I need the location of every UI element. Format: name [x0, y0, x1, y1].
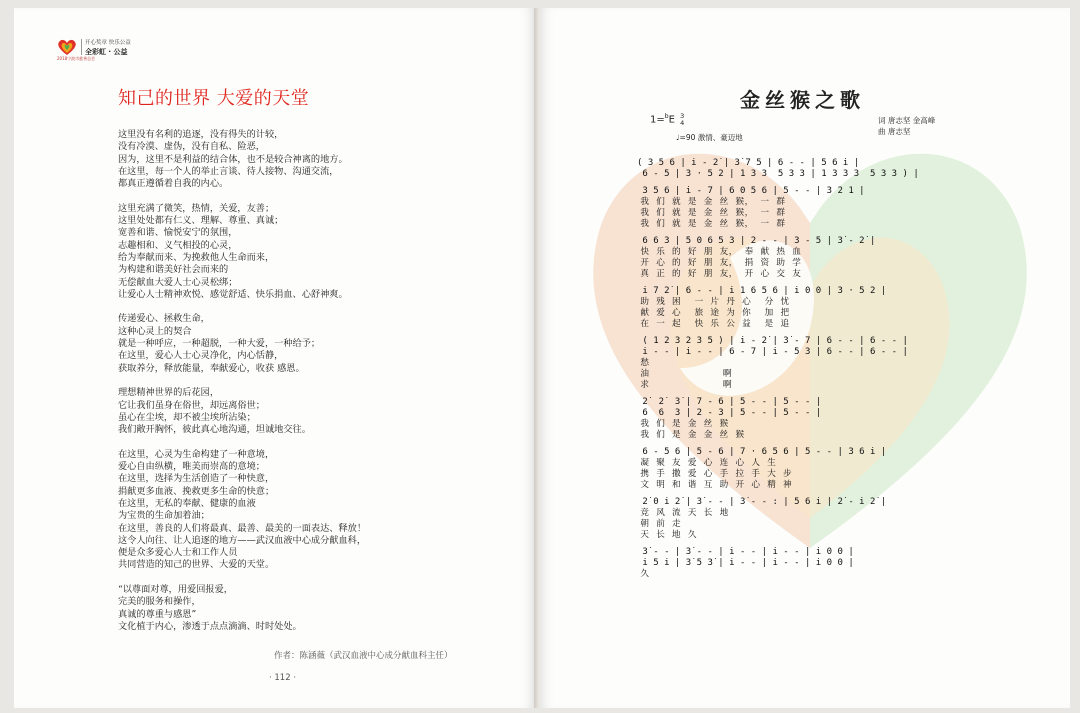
score-system — [637, 186, 1047, 230]
notation-row: i̇ 5 i̇ | 3̇ 5 3̇ | i̇ - - | i̇ - - | i̇ 0 0 | — [637, 558, 854, 568]
lyric-row: 真 正 的 好 朋 友， 开 心 交 友 — [637, 269, 802, 279]
score-system — [637, 158, 1047, 180]
key-accidental: b — [664, 113, 669, 121]
poem-line: 在这里，无私的奉献、健康的血液 — [118, 497, 256, 509]
score-system — [637, 286, 1047, 330]
magazine-logo — [57, 38, 149, 62]
poem-line: 因为，这里不是利益的结合体，也不是较合神离的地方。 — [118, 153, 348, 165]
poem-line: 文化植于内心，渗透于点点滴滴、时时处处。 — [118, 620, 302, 632]
notation-row: 6 6 3 | 5 0 6 5 3 | 2 - - | 3 - 5 | 3̇ - 2̇ | — [637, 236, 876, 246]
poem-line: 真诚的尊重与感恩” — [118, 608, 197, 620]
poem-stanza — [118, 449, 518, 572]
notation-row: 2̇ 0 i̇ 2̇ | 3̇ - - | 3̇ - - : | 5 6 i̇ | 2̇ - i̇ 2̇ | — [637, 497, 887, 507]
lyric-row: 我 们 是 金 丝 猴 — [637, 419, 729, 429]
poem-line: 为构建和谐美好社会而来的 — [118, 264, 229, 276]
key-signature — [650, 113, 684, 126]
song-title: 金丝猴之歌 — [740, 88, 865, 112]
notation-row: 2̇ 2̇ 3̇ | 7 - 6 | 5 - - | 5 - - | — [637, 397, 822, 407]
lyric-row: 在 一 起 快 乐 公 益 是 追 — [637, 319, 790, 329]
poem-line: 就是一种呼应，一种超脱，一种大爱，一种给予； — [118, 338, 321, 350]
poem-stanza — [118, 313, 518, 374]
poem-stanza — [118, 129, 518, 190]
poem-line: 在这里，选择为生活创造了一种快意， — [118, 473, 275, 485]
lyric-row: 凝 聚 友 爱 心 连 心 人 生 — [637, 458, 777, 468]
score-system — [637, 336, 1047, 391]
poem-line: 宽善和谐、愉悦安宁的氛围， — [118, 227, 238, 239]
poem-line: 没有冷漠、虚伪，没有自私、险恶， — [118, 141, 265, 153]
notation-row: 3 5 6 | i̇ - 7 | 6 0 5 6 | 5 - - | 3 2 1 | — [637, 186, 865, 196]
poem-line: 这里处处都有仁义、理解、尊重、真诚； — [118, 215, 284, 227]
poem-line: 便是众多爱心人士和工作人员 — [118, 547, 238, 559]
notation-row: i̇ - - | i̇ - - | 6 - 7 | i̇ - 5 3 | 6 - - | 6 - - | — [637, 347, 908, 357]
poem-line: 捐献更多血液、挽救更多生命的快意； — [118, 485, 275, 497]
poem-line: 在这里，善良的人们将最真、最善、最美的一面表达、释放！ — [118, 522, 367, 534]
poem-line: 为宝贵的生命加着油； — [118, 510, 210, 522]
tempo-marking: ♩=90 激情、豪迈地 — [676, 133, 743, 142]
poem-line: 这令人向往、让人追逐的地方——武汉血液中心成分献血科， — [118, 534, 367, 546]
heart-logo-icon — [57, 38, 77, 56]
poem-stanza — [118, 584, 518, 633]
poem-line: 它让我们虽身在俗世，却远离俗世； — [118, 399, 265, 411]
poem-line: 虽心在尘埃，却不被尘埃所沾染； — [118, 411, 256, 423]
score-system — [637, 236, 1047, 280]
poem-line: 都真正遵循着自我的内心。 — [118, 178, 229, 190]
lyric-row: 携 手 撒 爱 心 手 拉 手 大 步 — [637, 469, 793, 479]
poem-line: “以尊面对尊，用爱回报爱， — [118, 583, 233, 595]
notation-row: 3̇ - - | 3̇ - - | i̇ - - | i̇ - - | i̇ 0 0 | — [637, 547, 854, 557]
numbered-score — [637, 158, 1047, 586]
notation-row: 6 6 3 | 2 - 3 | 5 - - | 5 - - | — [637, 408, 822, 418]
poem-line: 这里充满了微笑，热情，关爱，友善； — [118, 202, 275, 214]
lyric-row: 久 — [637, 569, 650, 579]
meter-top: 3 — [680, 112, 685, 120]
poem-line: 在这里，爱心人士心灵净化，内心恬静， — [118, 350, 284, 362]
lyric-row: 文 明 和 谐 互 助 开 心 精 神 — [637, 480, 793, 490]
notation-row: ( 3 5 6 | i̇ - 2̇ | 3̇ 7 5 | 6 - - | 5 6 i̇ | — [637, 158, 860, 168]
poem-line: 获取养分，释放能量，奉献爱心，收获 感恩。 — [118, 362, 305, 374]
score-system — [637, 497, 1047, 541]
lyric-row: 我 们 就 是 金 丝 猴， 一 群 — [637, 219, 786, 229]
article-title: 知己的世界 大爱的天堂 — [118, 88, 310, 109]
right-page — [540, 8, 1070, 708]
song-credits — [878, 115, 935, 137]
lyric-row: 朝 前 走 — [637, 519, 682, 529]
lyric-row: 油 啊 — [637, 369, 733, 379]
poem-line: 无偿献血大爱人士心灵松绑； — [118, 276, 238, 288]
logo-divider — [81, 39, 82, 55]
notation-row: 6 - 5 | 3 · 5 2 | 1 3 3 5 3 3 | 1 3 3 3 5 3 3 ) | — [637, 169, 919, 179]
lyricist-credit: 词 唐志坚 金高峰 — [878, 116, 936, 125]
lyric-row: 愁 — [637, 358, 650, 368]
poem-line: 共同营造的知己的世界、大爱的天堂。 — [118, 559, 275, 571]
poem-line: 在这里，每一个人的举止言谈、待人接物、沟通交流， — [118, 165, 339, 177]
lyric-row: 我 们 就 是 金 丝 猴， 一 群 — [637, 197, 786, 207]
poem-line: 我们敞开胸怀，彼此真心地沟通，坦诚地交往。 — [118, 424, 311, 436]
lyric-row: 天 长 地 久 — [637, 530, 698, 540]
poem-stanza — [118, 203, 518, 301]
poem-line: 传递爱心、拯救生命， — [118, 313, 210, 325]
meter-bottom: 4 — [680, 118, 685, 127]
logo-caption: 2018宁波市慈善总会 — [57, 56, 96, 61]
lyric-row: 开 心 的 好 朋 友， 捐 资 助 学 — [637, 258, 802, 268]
key-label: 1= — [650, 114, 665, 126]
poem-line: 给为奉献而来、为挽救他人生命而来， — [118, 251, 275, 263]
lyric-row: 献 爱 心 旅 途 为 你 加 把 — [637, 308, 790, 318]
lyric-row: 求 啊 — [637, 380, 733, 390]
poem-stanza — [118, 387, 518, 436]
poem-line: 理想精神世界的后花园， — [118, 387, 220, 399]
logo-tagline: 开心奖章 快乐公益 — [85, 40, 131, 46]
author-credit: 作者：陈涵薇（武汉血液中心成分献血科主任） — [274, 651, 453, 661]
lyric-row: 我 们 就 是 金 丝 猴， 一 群 — [637, 208, 786, 218]
poem-line: 这种心灵上的契合 — [118, 325, 192, 337]
poem-line: 爱心自由纵横，唯美而崇高的意境； — [118, 461, 265, 473]
poem-line: 在这里，心灵为生命构建了一种意境， — [118, 448, 275, 460]
key-note: E — [668, 114, 675, 126]
notation-row: ( 1 2 3 2 3 5 ) | i̇ - 2̇ | 3̇ - 7 | 6 - - | 6 - - | — [637, 336, 908, 346]
left-page — [14, 8, 534, 708]
score-system — [637, 397, 1047, 441]
poem-line: 完美的服务和操作， — [118, 596, 201, 608]
time-signature — [680, 113, 684, 126]
score-system — [637, 447, 1047, 491]
composer-credit: 曲 唐志坚 — [878, 127, 911, 136]
poem-line: 志趣相和、义气相投的心灵， — [118, 239, 238, 251]
lyric-row: 助 残 困 一 片 丹 心 分 忧 — [637, 297, 790, 307]
lyric-row: 竞 风 流 天 长 地 — [637, 508, 729, 518]
score-system — [637, 547, 1047, 580]
page-number: · 112 · — [269, 673, 297, 683]
notation-row: 6 - 5 6 | 5 - 6 | 7 · 6 5 6 | 5 - - | 3 6 i̇ | — [637, 447, 887, 457]
lyric-row: 我 们 是 金 金 丝 猴 — [637, 430, 745, 440]
notation-row: i̇ 7 2̇ | 6 - - | i̇ 1 6 5 6 | i̇ 0 0 | 3 · 5 2 | — [637, 286, 887, 296]
poem-line: 这里没有名利的追逐，没有得失的计较， — [118, 129, 284, 140]
poem-body — [118, 129, 518, 645]
poem-line: 让爱心人士精神欢悦、感觉舒适、快乐捐血、心舒神爽。 — [118, 288, 348, 300]
logo-brand: 全彩虹 · 公益 — [85, 48, 128, 56]
lyric-row: 快 乐 的 好 朋 友， 奉 献 热 血 — [637, 247, 802, 257]
